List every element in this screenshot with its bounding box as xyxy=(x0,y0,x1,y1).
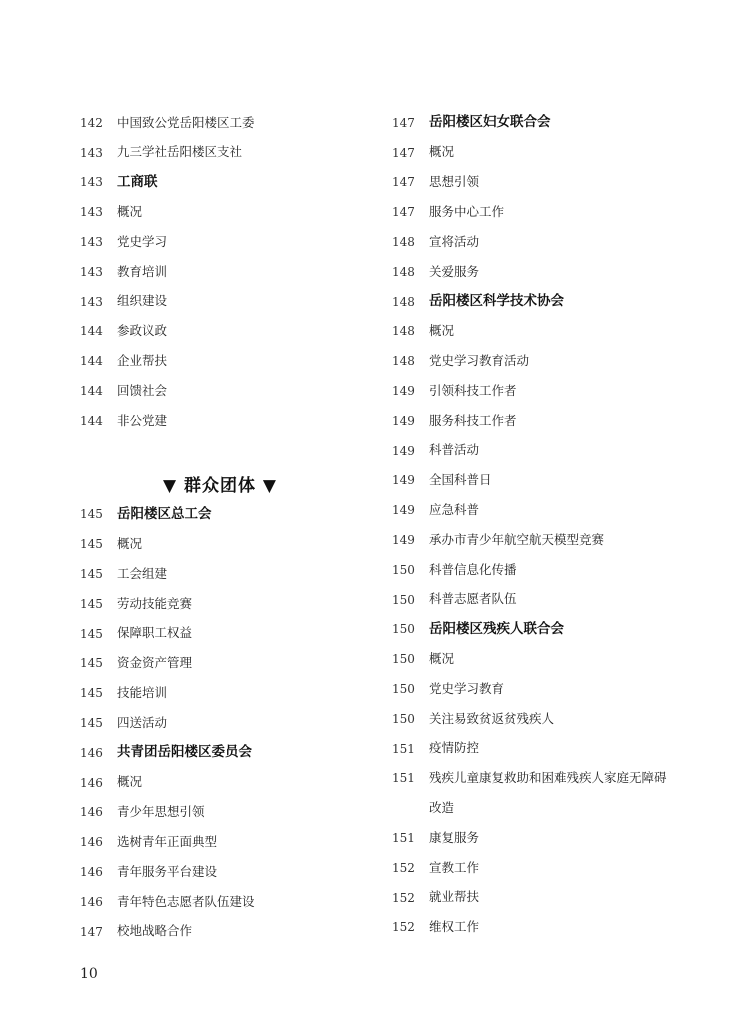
toc-entry xyxy=(80,197,380,227)
toc-page-number: 150 xyxy=(392,652,415,667)
toc-entry-title: 疫情防控 xyxy=(429,740,480,756)
toc-entry-title: 承办市青少年航空航天模型竞赛 xyxy=(429,531,605,547)
toc-entry xyxy=(392,227,722,257)
toc-page-number: 149 xyxy=(392,503,415,518)
toc-entry-title: 保障职工权益 xyxy=(117,625,193,641)
toc-page-number: 146 xyxy=(80,894,103,909)
toc-page-number: 150 xyxy=(392,622,415,637)
toc-entry xyxy=(80,917,380,947)
toc-entry-title: 共青团岳阳楼区委员会 xyxy=(117,744,252,761)
toc-entry xyxy=(392,793,722,823)
toc-page-number: 143 xyxy=(80,205,103,220)
toc-entry-title: 参政议政 xyxy=(117,323,168,339)
toc-entry xyxy=(392,168,722,198)
toc-entry-title: 科普信息化传播 xyxy=(429,561,517,577)
toc-entry xyxy=(80,529,380,559)
toc-entry xyxy=(392,823,722,853)
toc-page-number: 143 xyxy=(80,264,103,279)
toc-entry-title: 关爱服务 xyxy=(429,263,480,279)
toc-entry xyxy=(392,585,722,615)
toc-entry xyxy=(80,887,380,917)
toc-entry-title: 残疾儿童康复救助和困难残疾人家庭无障碍 xyxy=(429,770,667,786)
toc-entry-title: 青年特色志愿者队伍建设 xyxy=(117,893,255,909)
toc-entry-title: 概况 xyxy=(117,536,143,551)
toc-right-column xyxy=(392,108,722,942)
toc-entry xyxy=(392,644,722,674)
toc-entry-title: 教育培训 xyxy=(117,263,168,279)
toc-page-number: 145 xyxy=(80,626,103,641)
toc-entry xyxy=(392,525,722,555)
toc-entry-title: 科普志愿者队伍 xyxy=(429,591,517,607)
toc-page-number: 149 xyxy=(392,413,415,428)
toc-page-number: 145 xyxy=(80,596,103,611)
toc-page-number: 143 xyxy=(80,145,103,160)
toc-entry xyxy=(392,436,722,466)
toc-page-number: 144 xyxy=(80,413,103,428)
toc-entry-title: 宣教工作 xyxy=(429,859,480,875)
toc-entry-title: 党史学习 xyxy=(117,233,168,249)
toc-entry-title: 中国致公党岳阳楼区工委 xyxy=(117,114,255,130)
toc-entry-title: 维权工作 xyxy=(429,919,480,935)
toc-entry-title: 回馈社会 xyxy=(117,382,168,398)
toc-page-number: 145 xyxy=(80,686,103,701)
toc-entry xyxy=(392,555,722,585)
toc-entry-title: 全国科普日 xyxy=(429,472,492,488)
toc-entry xyxy=(392,376,722,406)
toc-page-number: 149 xyxy=(392,384,415,399)
toc-entry xyxy=(392,138,722,168)
toc-entry xyxy=(80,108,380,138)
toc-page-number: 145 xyxy=(80,716,103,731)
toc-page-number: 152 xyxy=(392,890,415,905)
toc-page-number: 144 xyxy=(80,354,103,369)
toc-page-number: 144 xyxy=(80,324,103,339)
toc-left-column xyxy=(80,108,380,947)
toc-page-number: 147 xyxy=(392,145,415,160)
toc-entry-title: 服务科技工作者 xyxy=(429,412,517,428)
toc-page-number: 149 xyxy=(392,443,415,458)
toc-entry xyxy=(80,798,380,828)
toc-entry xyxy=(80,589,380,619)
toc-page-number: 147 xyxy=(392,205,415,220)
toc-entry xyxy=(392,704,722,734)
toc-entry-title: 工商联 xyxy=(117,173,158,190)
toc-entry-title: 党史学习教育 xyxy=(429,680,505,696)
toc-entry-title: 引领科技工作者 xyxy=(429,382,517,398)
toc-page-number: 152 xyxy=(392,920,415,935)
toc-entry xyxy=(392,197,722,227)
section-heading-mass-organizations: ▼ 群众团体 ▼ xyxy=(163,476,277,497)
toc-entry-title: 青少年思想引领 xyxy=(117,804,205,820)
toc-entry-title: 岳阳楼区科学技术协会 xyxy=(429,292,564,309)
toc-entry xyxy=(80,257,380,287)
toc-section-entry xyxy=(392,287,722,317)
toc-page-number: 143 xyxy=(80,175,103,190)
toc-entry-title: 非公党建 xyxy=(117,412,168,428)
toc-entry-title: 资金资产管理 xyxy=(117,655,193,671)
toc-section-entry xyxy=(80,738,380,768)
toc-page-number: 148 xyxy=(392,235,415,250)
toc-entry xyxy=(392,466,722,496)
toc-entry-title: 康复服务 xyxy=(429,829,480,845)
toc-entry-title: 校地战略合作 xyxy=(117,923,193,939)
toc-entry xyxy=(392,257,722,287)
toc-entry xyxy=(392,346,722,376)
toc-entry xyxy=(80,619,380,649)
toc-entry-title: 企业帮扶 xyxy=(117,353,168,369)
toc-entry-title: 概况 xyxy=(117,204,143,220)
toc-page-number: 151 xyxy=(392,771,415,786)
toc-page-number: 146 xyxy=(80,835,103,850)
toc-right-list xyxy=(392,108,722,942)
toc-left-top-list xyxy=(80,108,380,436)
toc-entry-title: 科普活动 xyxy=(429,442,480,458)
toc-entry-title: 技能培训 xyxy=(117,684,168,700)
toc-entry-title: 选树青年正面典型 xyxy=(117,833,218,849)
toc-page-number: 146 xyxy=(80,745,103,760)
toc-entry xyxy=(392,406,722,436)
section-spacer xyxy=(80,436,380,466)
toc-entry xyxy=(392,674,722,704)
toc-page-number: 146 xyxy=(80,865,103,880)
toc-entry xyxy=(80,708,380,738)
toc-entry-title: 青年服务平台建设 xyxy=(117,863,218,879)
toc-page-number: 152 xyxy=(392,860,415,875)
toc-entry xyxy=(80,406,380,436)
toc-entry-title: 宣将活动 xyxy=(429,233,480,249)
toc-page-number: 150 xyxy=(392,562,415,577)
toc-entry xyxy=(80,227,380,257)
toc-entry xyxy=(80,559,380,589)
toc-entry-title: 岳阳楼区妇女联合会 xyxy=(429,114,551,131)
toc-entry xyxy=(80,649,380,679)
toc-page-number: 151 xyxy=(392,741,415,756)
toc-entry-title: 岳阳楼区总工会 xyxy=(117,505,212,522)
toc-entry-title: 岳阳楼区残疾人联合会 xyxy=(429,620,564,637)
toc-left-bottom-list xyxy=(80,500,380,947)
toc-entry-title: 思想引领 xyxy=(429,174,480,190)
toc-entry-title: 四送活动 xyxy=(117,714,168,730)
toc-entry xyxy=(80,857,380,887)
toc-entry-title: 概况 xyxy=(429,650,455,666)
toc-entry-title: 组织建设 xyxy=(117,293,168,309)
toc-page-number: 145 xyxy=(80,567,103,582)
toc-entry xyxy=(80,376,380,406)
toc-entry-title: 概况 xyxy=(429,144,455,160)
toc-page-number: 148 xyxy=(392,264,415,279)
toc-entry-title: 概况 xyxy=(429,323,455,339)
page-number: 10 xyxy=(80,966,98,982)
toc-page-number: 142 xyxy=(80,115,103,130)
toc-entry-title: 应急科普 xyxy=(429,502,480,517)
toc-page-number: 147 xyxy=(392,175,415,190)
toc-entry-title: 党史学习教育活动 xyxy=(429,353,530,369)
toc-page-number: 148 xyxy=(392,294,415,309)
toc-entry xyxy=(80,138,380,168)
toc-page-number: 145 xyxy=(80,656,103,671)
toc-page-number: 145 xyxy=(80,537,103,552)
toc-page-number: 146 xyxy=(80,775,103,790)
toc-entry xyxy=(392,317,722,347)
toc-entry xyxy=(80,346,380,376)
toc-section-entry xyxy=(80,168,380,198)
toc-page-number: 145 xyxy=(80,507,103,522)
toc-page-number: 147 xyxy=(392,115,415,130)
toc-page-number: 143 xyxy=(80,235,103,250)
toc-entry xyxy=(80,768,380,798)
toc-entry xyxy=(392,495,722,525)
toc-entry-title: 劳动技能竞赛 xyxy=(117,595,193,611)
toc-entry xyxy=(392,853,722,883)
toc-page-number: 144 xyxy=(80,384,103,399)
toc-entry-title: 概况 xyxy=(117,774,143,790)
toc-page-number: 149 xyxy=(392,473,415,488)
toc-section-entry xyxy=(392,615,722,645)
toc-page-number: 143 xyxy=(80,294,103,309)
toc-page-number: 148 xyxy=(392,354,415,369)
toc-section-entry xyxy=(80,500,380,530)
toc-page-number: 147 xyxy=(80,924,103,939)
toc-entry xyxy=(80,827,380,857)
toc-entry xyxy=(80,317,380,347)
toc-entry-title: 九三学社岳阳楼区支社 xyxy=(117,144,243,160)
toc-page-number: 146 xyxy=(80,805,103,820)
toc-entry-title: 改造 xyxy=(429,799,455,815)
toc-page-number: 150 xyxy=(392,592,415,607)
toc-entry-title: 就业帮扶 xyxy=(429,889,480,905)
toc-entry-title: 服务中心工作 xyxy=(429,204,505,220)
toc-section-entry xyxy=(392,108,722,138)
toc-entry xyxy=(392,883,722,913)
toc-page-number: 150 xyxy=(392,682,415,697)
toc-entry-title: 工会组建 xyxy=(117,565,168,581)
toc-entry xyxy=(392,734,722,764)
toc-page-number: 150 xyxy=(392,711,415,726)
toc-page-number: 149 xyxy=(392,533,415,548)
toc-entry-title: 关注易致贫返贫残疾人 xyxy=(429,710,555,726)
toc-entry xyxy=(80,678,380,708)
toc-entry xyxy=(392,913,722,943)
toc-entry xyxy=(80,287,380,317)
toc-entry xyxy=(392,764,722,794)
toc-page-number: 148 xyxy=(392,324,415,339)
toc-page-number: 151 xyxy=(392,831,415,846)
